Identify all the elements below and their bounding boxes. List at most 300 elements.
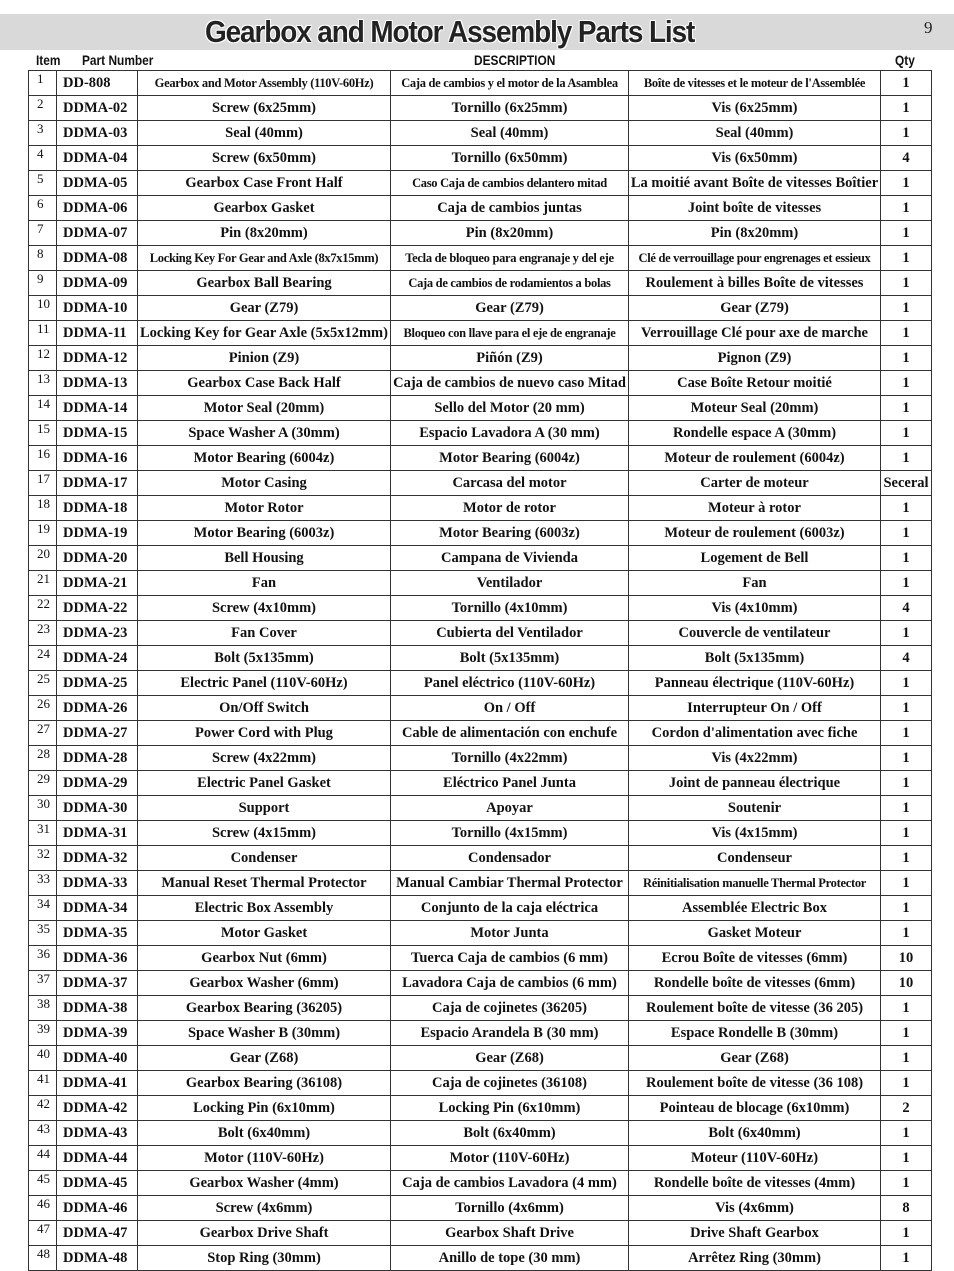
description-french: Moteur (110V-60Hz) xyxy=(629,1146,881,1171)
item-number: 27 xyxy=(29,721,57,746)
item-number: 6 xyxy=(29,196,57,221)
quantity: 1 xyxy=(881,221,932,246)
description-spanish: Caja de cambios Lavadora (4 mm) xyxy=(391,1171,629,1196)
description-spanish: Sello del Motor (20 mm) xyxy=(391,396,629,421)
description-spanish: Gear (Z68) xyxy=(391,1046,629,1071)
description-french: Roulement boîte de vitesse (36 108) xyxy=(629,1071,881,1096)
table-row xyxy=(29,246,932,271)
description-spanish: Gear (Z79) xyxy=(391,296,629,321)
part-number: DDMA-44 xyxy=(57,1146,138,1171)
table-row xyxy=(29,346,932,371)
description-english: Bell Housing xyxy=(138,546,391,571)
quantity: 1 xyxy=(881,1021,932,1046)
quantity: Seceral xyxy=(881,471,932,496)
description-french: Arrêtez Ring (30mm) xyxy=(629,1246,881,1271)
description-french: Cordon d'alimentation avec fiche xyxy=(629,721,881,746)
table-row xyxy=(29,446,932,471)
item-number: 19 xyxy=(29,521,57,546)
item-number: 15 xyxy=(29,421,57,446)
description-french: La moitié avant Boîte de vitesses Boîtier xyxy=(629,171,881,196)
description-spanish: Condensador xyxy=(391,846,629,871)
description-french: Panneau électrique (110V-60Hz) xyxy=(629,671,881,696)
description-french: Joint de panneau électrique xyxy=(629,771,881,796)
part-number: DDMA-42 xyxy=(57,1096,138,1121)
quantity: 1 xyxy=(881,1046,932,1071)
quantity: 1 xyxy=(881,1246,932,1271)
table-row xyxy=(29,971,932,996)
description-spanish: Lavadora Caja de cambios (6 mm) xyxy=(391,971,629,996)
description-spanish: Eléctrico Panel Junta xyxy=(391,771,629,796)
description-spanish: Tecla de bloqueo para engranaje y del eje xyxy=(391,246,629,271)
table-row xyxy=(29,1021,932,1046)
quantity: 1 xyxy=(881,171,932,196)
description-spanish: Tornillo (6x50mm) xyxy=(391,146,629,171)
description-english: Electric Panel Gasket xyxy=(138,771,391,796)
part-number: DDMA-18 xyxy=(57,496,138,521)
description-spanish: Caso Caja de cambios delantero mitad xyxy=(391,171,629,196)
description-french: Bolt (5x135mm) xyxy=(629,646,881,671)
quantity: 1 xyxy=(881,796,932,821)
quantity: 1 xyxy=(881,896,932,921)
description-spanish: Caja de cambios y el motor de la Asamblea xyxy=(391,71,629,96)
description-french: Rondelle espace A (30mm) xyxy=(629,421,881,446)
item-number: 46 xyxy=(29,1196,57,1221)
table-row xyxy=(29,1246,932,1271)
table-row xyxy=(29,1146,932,1171)
header-item: Item xyxy=(36,52,61,68)
parts-table xyxy=(28,70,932,1271)
description-english: Power Cord with Plug xyxy=(138,721,391,746)
table-row xyxy=(29,771,932,796)
description-french: Boîte de vitesses et le moteur de l'Assemblée xyxy=(629,71,881,96)
quantity: 4 xyxy=(881,596,932,621)
quantity: 1 xyxy=(881,271,932,296)
description-spanish: Tornillo (4x15mm) xyxy=(391,821,629,846)
description-english: Gearbox Ball Bearing xyxy=(138,271,391,296)
part-number: DDMA-34 xyxy=(57,896,138,921)
table-row xyxy=(29,571,932,596)
description-english: Electric Box Assembly xyxy=(138,896,391,921)
description-spanish: Apoyar xyxy=(391,796,629,821)
item-number: 16 xyxy=(29,446,57,471)
part-number: DDMA-15 xyxy=(57,421,138,446)
quantity: 4 xyxy=(881,646,932,671)
part-number: DDMA-40 xyxy=(57,1046,138,1071)
description-spanish: Caja de cambios de nuevo caso Mitad xyxy=(391,371,629,396)
description-french: Case Boîte Retour moitié xyxy=(629,371,881,396)
quantity: 1 xyxy=(881,371,932,396)
item-number: 1 xyxy=(29,71,57,96)
description-english: Screw (4x6mm) xyxy=(138,1196,391,1221)
part-number: DDMA-28 xyxy=(57,746,138,771)
description-spanish: Motor Bearing (6004z) xyxy=(391,446,629,471)
header-description: DESCRIPTION xyxy=(474,52,556,68)
item-number: 32 xyxy=(29,846,57,871)
description-english: Seal (40mm) xyxy=(138,121,391,146)
description-english: Screw (4x22mm) xyxy=(138,746,391,771)
description-french: Vis (4x6mm) xyxy=(629,1196,881,1221)
item-number: 31 xyxy=(29,821,57,846)
part-number: DDMA-29 xyxy=(57,771,138,796)
quantity: 1 xyxy=(881,421,932,446)
part-number: DDMA-06 xyxy=(57,196,138,221)
part-number: DDMA-12 xyxy=(57,346,138,371)
item-number: 20 xyxy=(29,546,57,571)
description-english: Gearbox Case Back Half xyxy=(138,371,391,396)
description-spanish: Manual Cambiar Thermal Protector xyxy=(391,871,629,896)
description-french: Moteur Seal (20mm) xyxy=(629,396,881,421)
part-number: DDMA-47 xyxy=(57,1221,138,1246)
description-spanish: Caja de cojinetes (36205) xyxy=(391,996,629,1021)
description-spanish: Carcasa del motor xyxy=(391,471,629,496)
description-english: On/Off Switch xyxy=(138,696,391,721)
description-english: Condenser xyxy=(138,846,391,871)
description-english: Gearbox and Motor Assembly (110V-60Hz) xyxy=(138,71,391,96)
item-number: 10 xyxy=(29,296,57,321)
description-english: Screw (4x10mm) xyxy=(138,596,391,621)
item-number: 5 xyxy=(29,171,57,196)
item-number: 28 xyxy=(29,746,57,771)
item-number: 2 xyxy=(29,96,57,121)
item-number: 30 xyxy=(29,796,57,821)
part-number: DDMA-41 xyxy=(57,1071,138,1096)
description-english: Gearbox Nut (6mm) xyxy=(138,946,391,971)
description-spanish: Tuerca Caja de cambios (6 mm) xyxy=(391,946,629,971)
description-french: Pignon (Z9) xyxy=(629,346,881,371)
description-french: Moteur de roulement (6004z) xyxy=(629,446,881,471)
table-row xyxy=(29,146,932,171)
description-french: Moteur à rotor xyxy=(629,496,881,521)
description-french: Condenseur xyxy=(629,846,881,871)
description-french: Drive Shaft Gearbox xyxy=(629,1221,881,1246)
table-row xyxy=(29,546,932,571)
part-number: DDMA-13 xyxy=(57,371,138,396)
item-number: 48 xyxy=(29,1246,57,1271)
table-row xyxy=(29,96,932,121)
table-row xyxy=(29,1096,932,1121)
table-row xyxy=(29,721,932,746)
quantity: 1 xyxy=(881,996,932,1021)
description-english: Locking Key For Gear and Axle (8x7x15mm) xyxy=(138,246,391,271)
description-english: Gearbox Washer (6mm) xyxy=(138,971,391,996)
part-number: DDMA-05 xyxy=(57,171,138,196)
description-french: Bolt (6x40mm) xyxy=(629,1121,881,1146)
description-english: Motor Rotor xyxy=(138,496,391,521)
description-french: Verrouillage Clé pour axe de marche xyxy=(629,321,881,346)
part-number: DDMA-38 xyxy=(57,996,138,1021)
description-french: Vis (6x50mm) xyxy=(629,146,881,171)
description-english: Fan Cover xyxy=(138,621,391,646)
part-number: DDMA-31 xyxy=(57,821,138,846)
description-spanish: Motor Junta xyxy=(391,921,629,946)
item-number: 9 xyxy=(29,271,57,296)
description-spanish: Caja de cambios juntas xyxy=(391,196,629,221)
description-spanish: Bolt (6x40mm) xyxy=(391,1121,629,1146)
item-number: 37 xyxy=(29,971,57,996)
table-row xyxy=(29,946,932,971)
description-french: Gear (Z68) xyxy=(629,1046,881,1071)
description-french: Assemblée Electric Box xyxy=(629,896,881,921)
description-english: Space Washer A (30mm) xyxy=(138,421,391,446)
description-english: Gear (Z68) xyxy=(138,1046,391,1071)
part-number: DDMA-03 xyxy=(57,121,138,146)
item-number: 4 xyxy=(29,146,57,171)
description-french: Réinitialisation manuelle Thermal Protector xyxy=(629,871,881,896)
description-french: Soutenir xyxy=(629,796,881,821)
description-french: Vis (4x10mm) xyxy=(629,596,881,621)
quantity: 1 xyxy=(881,196,932,221)
table-row xyxy=(29,396,932,421)
part-number: DDMA-37 xyxy=(57,971,138,996)
table-row xyxy=(29,996,932,1021)
part-number: DDMA-20 xyxy=(57,546,138,571)
description-french: Gasket Moteur xyxy=(629,921,881,946)
description-spanish: On / Off xyxy=(391,696,629,721)
table-row xyxy=(29,1196,932,1221)
description-spanish: Campana de Vivienda xyxy=(391,546,629,571)
description-french: Vis (6x25mm) xyxy=(629,96,881,121)
description-french: Gear (Z79) xyxy=(629,296,881,321)
quantity: 4 xyxy=(881,146,932,171)
part-number: DD-808 xyxy=(57,71,138,96)
description-spanish: Tornillo (4x22mm) xyxy=(391,746,629,771)
table-row xyxy=(29,421,932,446)
quantity: 1 xyxy=(881,1221,932,1246)
quantity: 8 xyxy=(881,1196,932,1221)
quantity: 1 xyxy=(881,71,932,96)
part-number: DDMA-11 xyxy=(57,321,138,346)
part-number: DDMA-09 xyxy=(57,271,138,296)
table-row xyxy=(29,171,932,196)
description-english: Locking Key for Gear Axle (5x5x12mm) xyxy=(138,321,391,346)
table-row xyxy=(29,1171,932,1196)
description-french: Seal (40mm) xyxy=(629,121,881,146)
description-spanish: Gearbox Shaft Drive xyxy=(391,1221,629,1246)
part-number: DDMA-04 xyxy=(57,146,138,171)
description-spanish: Caja de cojinetes (36108) xyxy=(391,1071,629,1096)
description-english: Motor (110V-60Hz) xyxy=(138,1146,391,1171)
page-title: Gearbox and Motor Assembly Parts List xyxy=(205,14,695,49)
part-number: DDMA-17 xyxy=(57,471,138,496)
description-french: Couvercle de ventilateur xyxy=(629,621,881,646)
table-row xyxy=(29,496,932,521)
item-number: 35 xyxy=(29,921,57,946)
quantity: 1 xyxy=(881,846,932,871)
description-spanish: Cable de alimentación con enchufe xyxy=(391,721,629,746)
part-number: DDMA-48 xyxy=(57,1246,138,1271)
part-number: DDMA-27 xyxy=(57,721,138,746)
description-spanish: Anillo de tope (30 mm) xyxy=(391,1246,629,1271)
description-french: Carter de moteur xyxy=(629,471,881,496)
description-english: Screw (6x50mm) xyxy=(138,146,391,171)
description-english: Bolt (5x135mm) xyxy=(138,646,391,671)
table-row xyxy=(29,196,932,221)
description-french: Vis (4x15mm) xyxy=(629,821,881,846)
item-number: 12 xyxy=(29,346,57,371)
description-english: Motor Casing xyxy=(138,471,391,496)
quantity: 1 xyxy=(881,1146,932,1171)
table-row xyxy=(29,271,932,296)
description-french: Vis (4x22mm) xyxy=(629,746,881,771)
item-number: 34 xyxy=(29,896,57,921)
quantity: 1 xyxy=(881,246,932,271)
description-french: Pin (8x20mm) xyxy=(629,221,881,246)
description-english: Manual Reset Thermal Protector xyxy=(138,871,391,896)
description-french: Logement de Bell xyxy=(629,546,881,571)
description-french: Moteur de roulement (6003z) xyxy=(629,521,881,546)
item-number: 43 xyxy=(29,1121,57,1146)
part-number: DDMA-22 xyxy=(57,596,138,621)
item-number: 39 xyxy=(29,1021,57,1046)
quantity: 1 xyxy=(881,1121,932,1146)
quantity: 10 xyxy=(881,971,932,996)
description-spanish: Piñón (Z9) xyxy=(391,346,629,371)
table-row xyxy=(29,1221,932,1246)
description-english: Gearbox Gasket xyxy=(138,196,391,221)
item-number: 17 xyxy=(29,471,57,496)
part-number: DDMA-02 xyxy=(57,96,138,121)
description-spanish: Seal (40mm) xyxy=(391,121,629,146)
quantity: 1 xyxy=(881,546,932,571)
description-spanish: Tornillo (4x10mm) xyxy=(391,596,629,621)
quantity: 1 xyxy=(881,621,932,646)
item-number: 29 xyxy=(29,771,57,796)
quantity: 1 xyxy=(881,696,932,721)
part-number: DDMA-25 xyxy=(57,671,138,696)
part-number: DDMA-36 xyxy=(57,946,138,971)
table-row xyxy=(29,621,932,646)
table-row xyxy=(29,746,932,771)
item-number: 47 xyxy=(29,1221,57,1246)
part-number: DDMA-07 xyxy=(57,221,138,246)
item-number: 22 xyxy=(29,596,57,621)
description-spanish: Motor Bearing (6003z) xyxy=(391,521,629,546)
description-english: Locking Pin (6x10mm) xyxy=(138,1096,391,1121)
table-row xyxy=(29,471,932,496)
part-number: DDMA-08 xyxy=(57,246,138,271)
quantity: 1 xyxy=(881,721,932,746)
part-number: DDMA-14 xyxy=(57,396,138,421)
description-french: Ecrou Boîte de vitesses (6mm) xyxy=(629,946,881,971)
part-number: DDMA-23 xyxy=(57,621,138,646)
table-row xyxy=(29,321,932,346)
description-english: Motor Bearing (6003z) xyxy=(138,521,391,546)
description-spanish: Locking Pin (6x10mm) xyxy=(391,1096,629,1121)
description-english: Pinion (Z9) xyxy=(138,346,391,371)
description-french: Roulement boîte de vitesse (36 205) xyxy=(629,996,881,1021)
quantity: 1 xyxy=(881,496,932,521)
part-number: DDMA-45 xyxy=(57,1171,138,1196)
description-french: Rondelle boîte de vitesses (6mm) xyxy=(629,971,881,996)
quantity: 10 xyxy=(881,946,932,971)
description-spanish: Caja de cambios de rodamientos a bolas xyxy=(391,271,629,296)
description-french: Rondelle boîte de vitesses (4mm) xyxy=(629,1171,881,1196)
quantity: 1 xyxy=(881,96,932,121)
description-english: Bolt (6x40mm) xyxy=(138,1121,391,1146)
description-spanish: Pin (8x20mm) xyxy=(391,221,629,246)
description-english: Motor Seal (20mm) xyxy=(138,396,391,421)
description-french: Clé de verrouillage pour engrenages et essieux xyxy=(629,246,881,271)
description-english: Electric Panel (110V-60Hz) xyxy=(138,671,391,696)
description-spanish: Panel eléctrico (110V-60Hz) xyxy=(391,671,629,696)
table-row xyxy=(29,896,932,921)
description-english: Gearbox Washer (4mm) xyxy=(138,1171,391,1196)
table-row xyxy=(29,821,932,846)
item-number: 7 xyxy=(29,221,57,246)
table-row xyxy=(29,796,932,821)
description-french: Joint boîte de vitesses xyxy=(629,196,881,221)
part-number: DDMA-19 xyxy=(57,521,138,546)
quantity: 1 xyxy=(881,396,932,421)
table-row xyxy=(29,71,932,96)
header-qty: Qty xyxy=(895,52,915,68)
table-row xyxy=(29,671,932,696)
item-number: 18 xyxy=(29,496,57,521)
table-row xyxy=(29,696,932,721)
description-french: Roulement à billes Boîte de vitesses xyxy=(629,271,881,296)
table-row xyxy=(29,1071,932,1096)
item-number: 44 xyxy=(29,1146,57,1171)
part-number: DDMA-43 xyxy=(57,1121,138,1146)
table-row xyxy=(29,521,932,546)
item-number: 24 xyxy=(29,646,57,671)
description-french: Pointeau de blocage (6x10mm) xyxy=(629,1096,881,1121)
table-row xyxy=(29,371,932,396)
description-spanish: Bloqueo con llave para el eje de engranaje xyxy=(391,321,629,346)
quantity: 1 xyxy=(881,571,932,596)
item-number: 33 xyxy=(29,871,57,896)
description-english: Screw (4x15mm) xyxy=(138,821,391,846)
page-number: 9 xyxy=(924,18,933,37)
parts-table-body xyxy=(29,71,932,1271)
item-number: 23 xyxy=(29,621,57,646)
description-spanish: Espacio Arandela B (30 mm) xyxy=(391,1021,629,1046)
description-spanish: Motor de rotor xyxy=(391,496,629,521)
quantity: 1 xyxy=(881,296,932,321)
part-number: DDMA-16 xyxy=(57,446,138,471)
part-number: DDMA-46 xyxy=(57,1196,138,1221)
description-english: Screw (6x25mm) xyxy=(138,96,391,121)
quantity: 1 xyxy=(881,121,932,146)
part-number: DDMA-21 xyxy=(57,571,138,596)
part-number: DDMA-35 xyxy=(57,921,138,946)
description-english: Motor Gasket xyxy=(138,921,391,946)
table-row xyxy=(29,221,932,246)
description-spanish: Cubierta del Ventilador xyxy=(391,621,629,646)
item-number: 26 xyxy=(29,696,57,721)
part-number: DDMA-10 xyxy=(57,296,138,321)
description-english: Gearbox Bearing (36205) xyxy=(138,996,391,1021)
header-part-number: Part Number xyxy=(82,52,154,68)
table-row xyxy=(29,1046,932,1071)
description-french: Interrupteur On / Off xyxy=(629,696,881,721)
quantity: 1 xyxy=(881,521,932,546)
description-english: Gearbox Bearing (36108) xyxy=(138,1071,391,1096)
description-spanish: Bolt (5x135mm) xyxy=(391,646,629,671)
item-number: 21 xyxy=(29,571,57,596)
table-row xyxy=(29,1121,932,1146)
quantity: 1 xyxy=(881,671,932,696)
table-row xyxy=(29,121,932,146)
description-english: Space Washer B (30mm) xyxy=(138,1021,391,1046)
quantity: 1 xyxy=(881,746,932,771)
part-number: DDMA-26 xyxy=(57,696,138,721)
part-number: DDMA-24 xyxy=(57,646,138,671)
description-spanish: Espacio Lavadora A (30 mm) xyxy=(391,421,629,446)
quantity: 1 xyxy=(881,446,932,471)
table-row xyxy=(29,846,932,871)
part-number: DDMA-30 xyxy=(57,796,138,821)
